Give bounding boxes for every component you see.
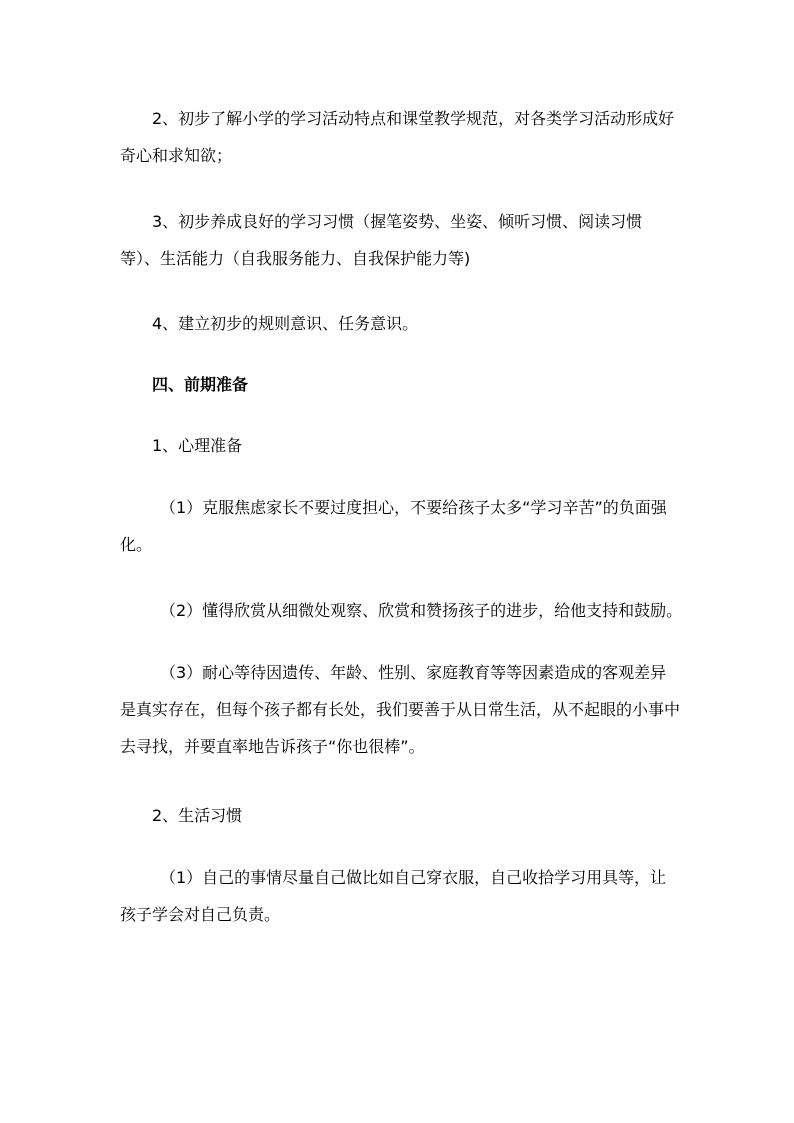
subheading-psychological-preparation: 1、心理准备 <box>152 436 243 455</box>
paragraph-self-reliance: （1）自己的事情尽量自己做比如自己穿衣服，自己收拾学习用具等，让孩子学会对自己负责。 <box>120 868 667 924</box>
paragraph-goal-3: 3、初步养成良好的学习习惯（握笔姿势、坐姿、倾听习惯、阅读习惯等）、生活能力（自我服务能力、自我保护能力等) <box>120 212 643 268</box>
section-heading-preparation: 四、前期准备 <box>152 375 249 394</box>
paragraph-patience: （3）耐心等待因遗传、年龄、性别、家庭教育等等因素造成的客观差异是真实存在，但每个孩子都有长处，我们要善于从日常生活，从不起眼的小事中去寻找，并要直率地告诉孩子“你也很棒”。 <box>120 663 681 756</box>
paragraph-overcome-anxiety: （1）克服焦虑家长不要过度担心，不要给孩子太多“学习辛苦”的负面强化。 <box>120 498 667 554</box>
paragraph-appreciate: （2）懂得欣赏从细微处观察、欣赏和赞扬孩子的进步，给他支持和鼓励。 <box>160 601 683 620</box>
paragraph-goal-4: 4、建立初步的规则意识、任务意识。 <box>152 314 419 333</box>
paragraph-goal-2: 2、初步了解小学的学习活动特点和课堂教学规范，对各类学习活动形成好奇心和求知欲； <box>120 109 675 165</box>
subheading-living-habits: 2、生活习惯 <box>152 806 243 825</box>
